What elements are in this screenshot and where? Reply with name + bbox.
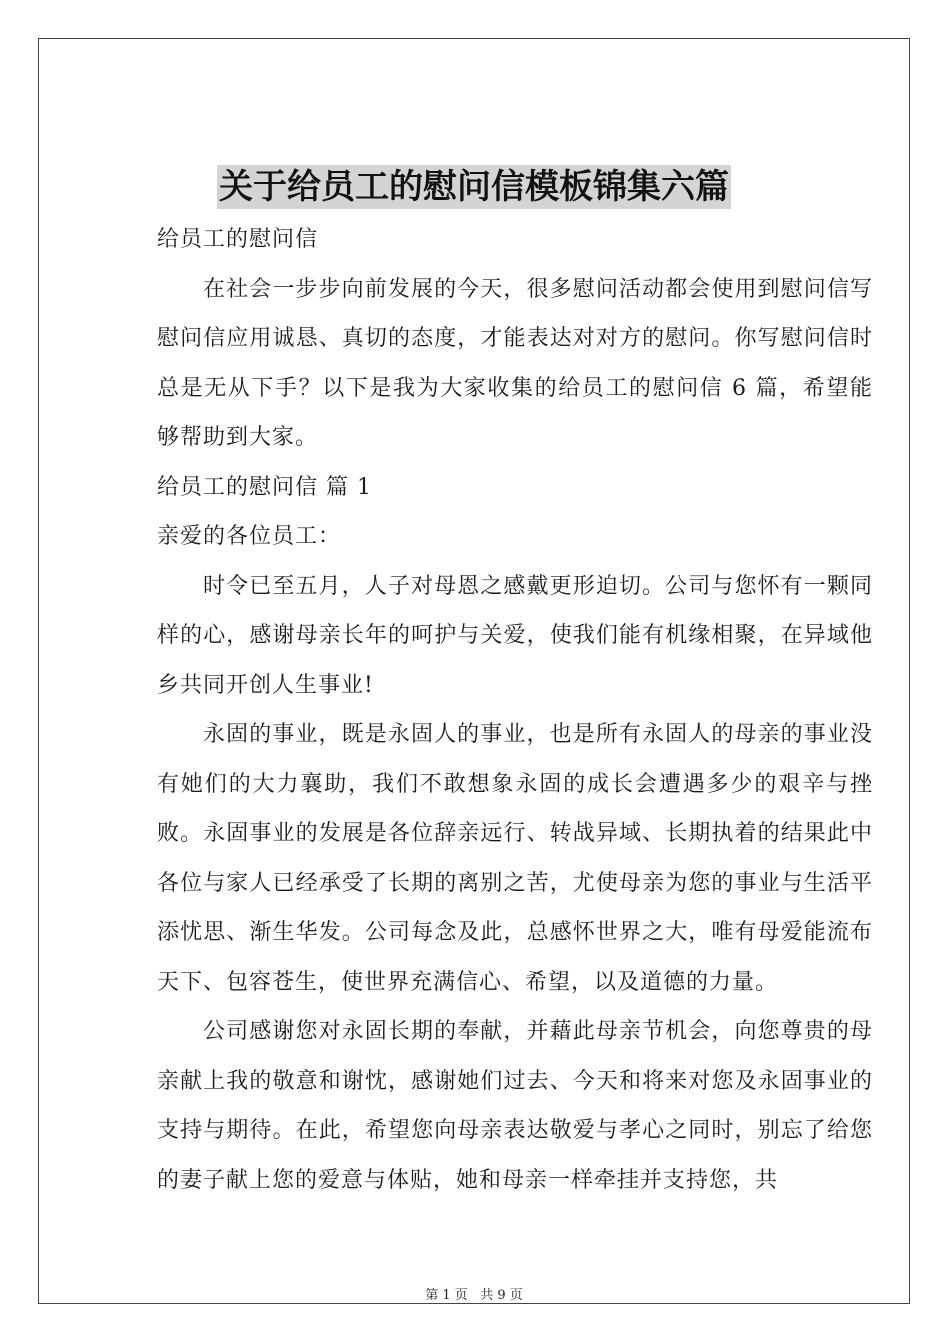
document-body — [157, 215, 873, 1205]
section-heading: 给员工的慰问信 — [157, 227, 319, 252]
page-number: 第 1 页 共 9 页 — [425, 1288, 523, 1303]
intro-paragraph: 在社会一步步向前发展的今天，很多慰问活动都会使用到慰问信写慰问信应用诚恳、真切的态度，才能表达对对方的慰问。你写慰问信时总是无从下手？以下是我为大家收集的给员工的慰问信 6 篇，希望能够帮助到大家。 — [157, 276, 873, 450]
section-heading: 给员工的慰问信 篇 1 — [157, 474, 372, 500]
title-container — [39, 165, 909, 209]
body-paragraph: 公司感谢您对永固长期的奉献，并藉此母亲节机会，向您尊贵的母亲献上我的敬意和谢忱，感谢她们过去、今天和将来对您及永固事业的支持与期待。在此，希望您向母亲表达敬爱与孝心之同时，别忘了给您的妻子献上您的爱意与体贴，她和母亲一样牵挂并支持您，共 — [157, 1019, 873, 1193]
document-title: 关于给员工的慰问信模板锦集六篇 — [219, 167, 729, 207]
page-footer — [39, 1284, 909, 1303]
body-paragraph: 时令已至五月，人子对母恩之感戴更形迫切。公司与您怀有一颗同样的心，感谢母亲长年的呵护与关爱，使我们能有机缘相聚，在异域他乡共同开创人生事业! — [157, 573, 873, 698]
body-paragraph: 永固的事业，既是永固人的事业，也是所有永固人的母亲的事业没有她们的大力襄助，我们不敢想象永固的成长会遭遇多少的艰辛与挫败。永固事业的发展是各位辞亲远行、转战异域、长期执着的结果此中各位与家人已经承受了长期的离别之苦，尤使母亲为您的事业与生活平添忧思、渐生华发。公司每念及此，总感怀世界之大，唯有母爱能流布天下、包容苍生，使世界充满信心、希望，以及道德的力量。 — [157, 722, 873, 995]
salutation: 亲爱的各位员工： — [157, 524, 342, 549]
document-page — [38, 38, 910, 1304]
